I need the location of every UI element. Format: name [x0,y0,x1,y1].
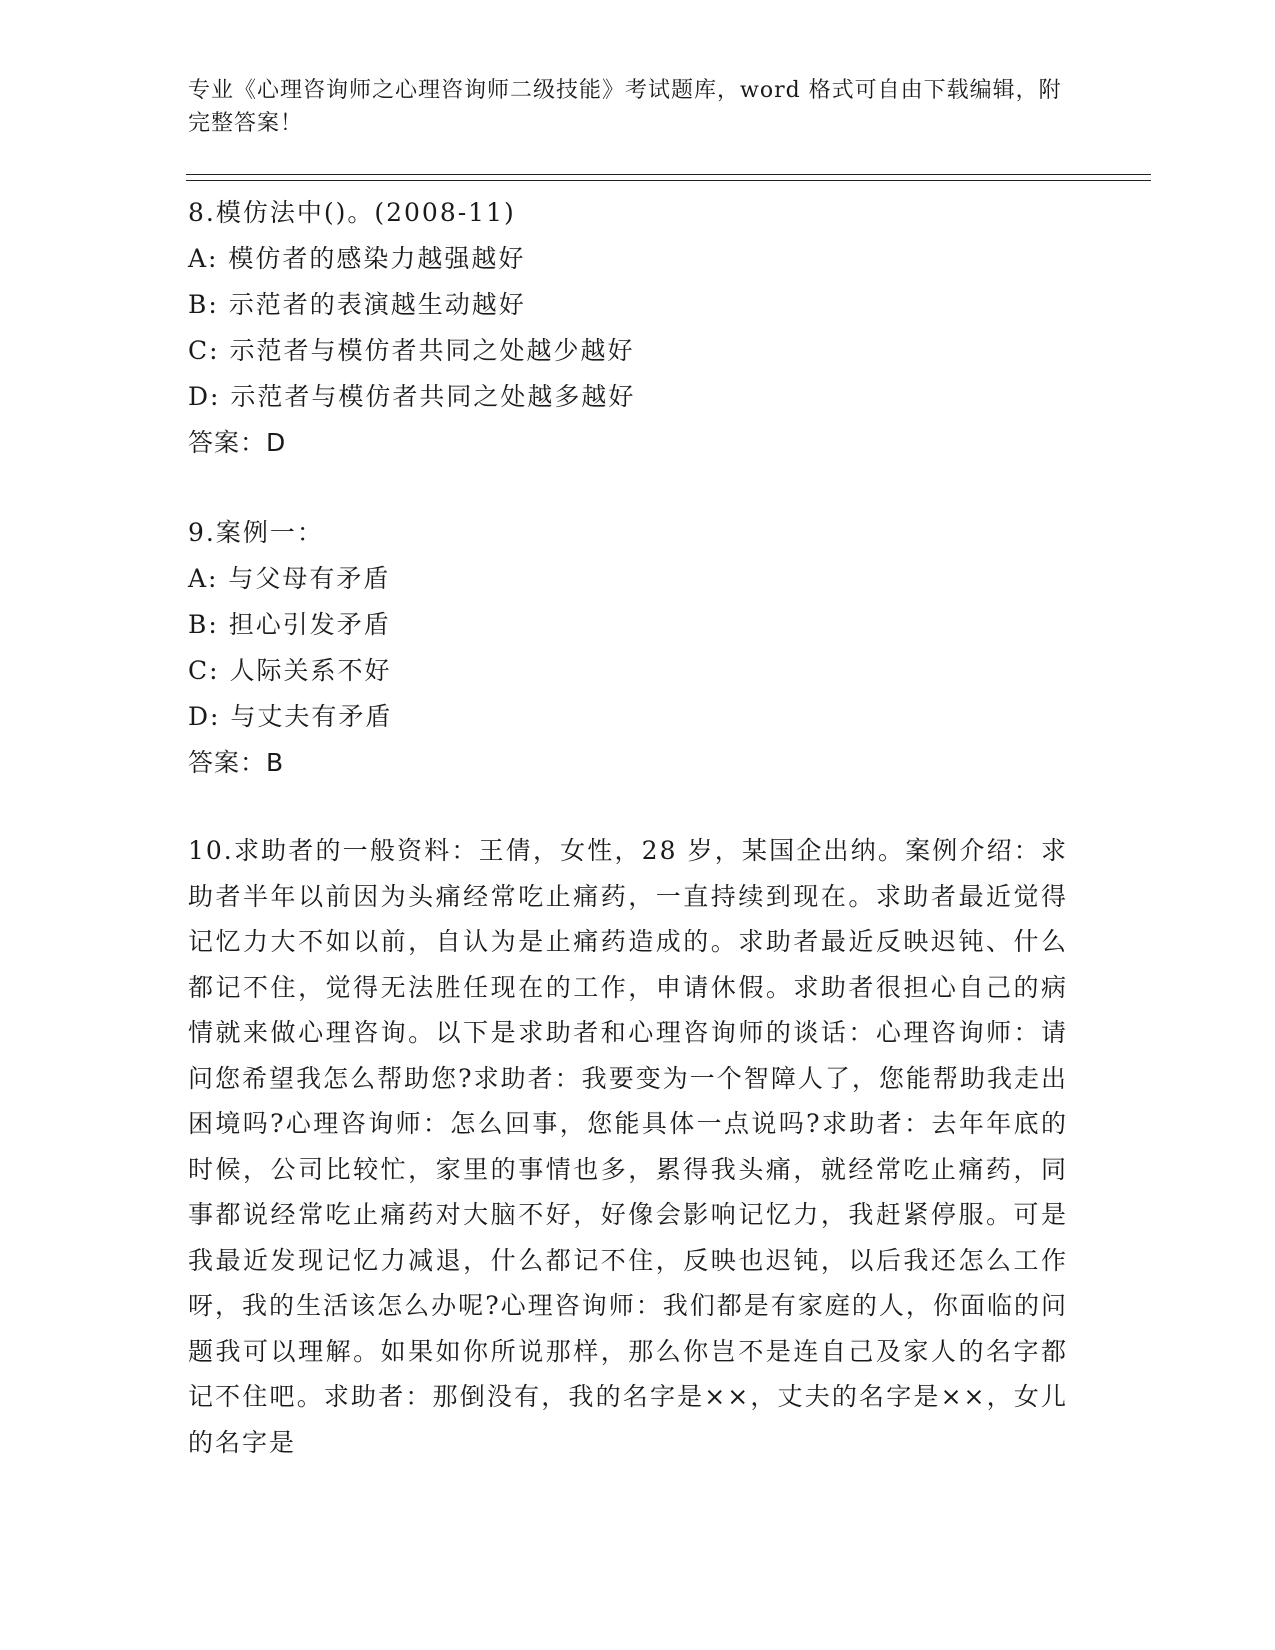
spacer [188,466,1068,510]
option-a: A: 模仿者的感染力越强越好 [188,244,526,273]
option-b: B: 担心引发矛盾 [188,610,391,639]
header-rule-top [186,174,1151,175]
header-rule-bottom [186,180,1151,181]
option-d: D: 示范者与模仿者共同之处越多越好 [188,382,636,411]
question-8 [188,190,1068,466]
answer-label: 答案：B [188,748,285,777]
option-d: D: 与丈夫有矛盾 [188,702,393,731]
question-9 [188,510,1068,786]
question-stem: 9.案例一： [188,518,324,547]
answer-label: 答案：D [188,428,287,457]
option-c: C: 人际关系不好 [188,656,392,685]
option-c: C: 示范者与模仿者共同之处越少越好 [188,336,635,365]
question-stem: 8.模仿法中()。(2008-11) [188,198,516,227]
question-10-text: 10.求助者的一般资料：王倩，女性，28 岁，某国企出纳。案例介绍：求助者半年以前因为头痛经常吃止痛药，一直持续到现在。求助者最近觉得记忆力大不如以前，自认为是止痛药造成的。求助者最近反映迟钝、什么都记不住，觉得无法胜任现在的工作，申请休假。求助者很担心自己的病情就来做心理咨询。以下是求助者和心理咨询师的谈话：心理咨询师：请问您希望我怎么帮助您?求助者：我要变为一个智障人了，您能帮助我走出困境吗?心理咨询师：怎么回事，您能具体一点说吗?求助者：去年年底的时候，公司比较忙，家里的事情也多，累得我头痛，就经常吃止痛药，同事都说经常吃止痛药对大脑不好，好像会影响记忆力，我赶紧停服。可是我最近发现记忆力减退，什么都记不住，反映也迟钝，以后我还怎么工作呀，我的生活该怎么办呢?心理咨询师：我们都是有家庭的人，你面临的问题我可以理解。如果如你所说那样，那么你岂不是连自己及家人的名字都记不住吧。求助者：那倒没有，我的名字是××，丈夫的名字是××，女儿的名字是 [188,836,1068,1457]
option-b: B: 示范者的表演越生动越好 [188,290,526,319]
spacer [188,786,1068,828]
question-content [188,190,1068,1465]
option-a: A: 与父母有矛盾 [188,564,391,593]
document-header: 专业《心理咨询师之心理咨询师二级技能》考试题库，word 格式可自由下载编辑，附完整答案！ [188,78,1062,136]
